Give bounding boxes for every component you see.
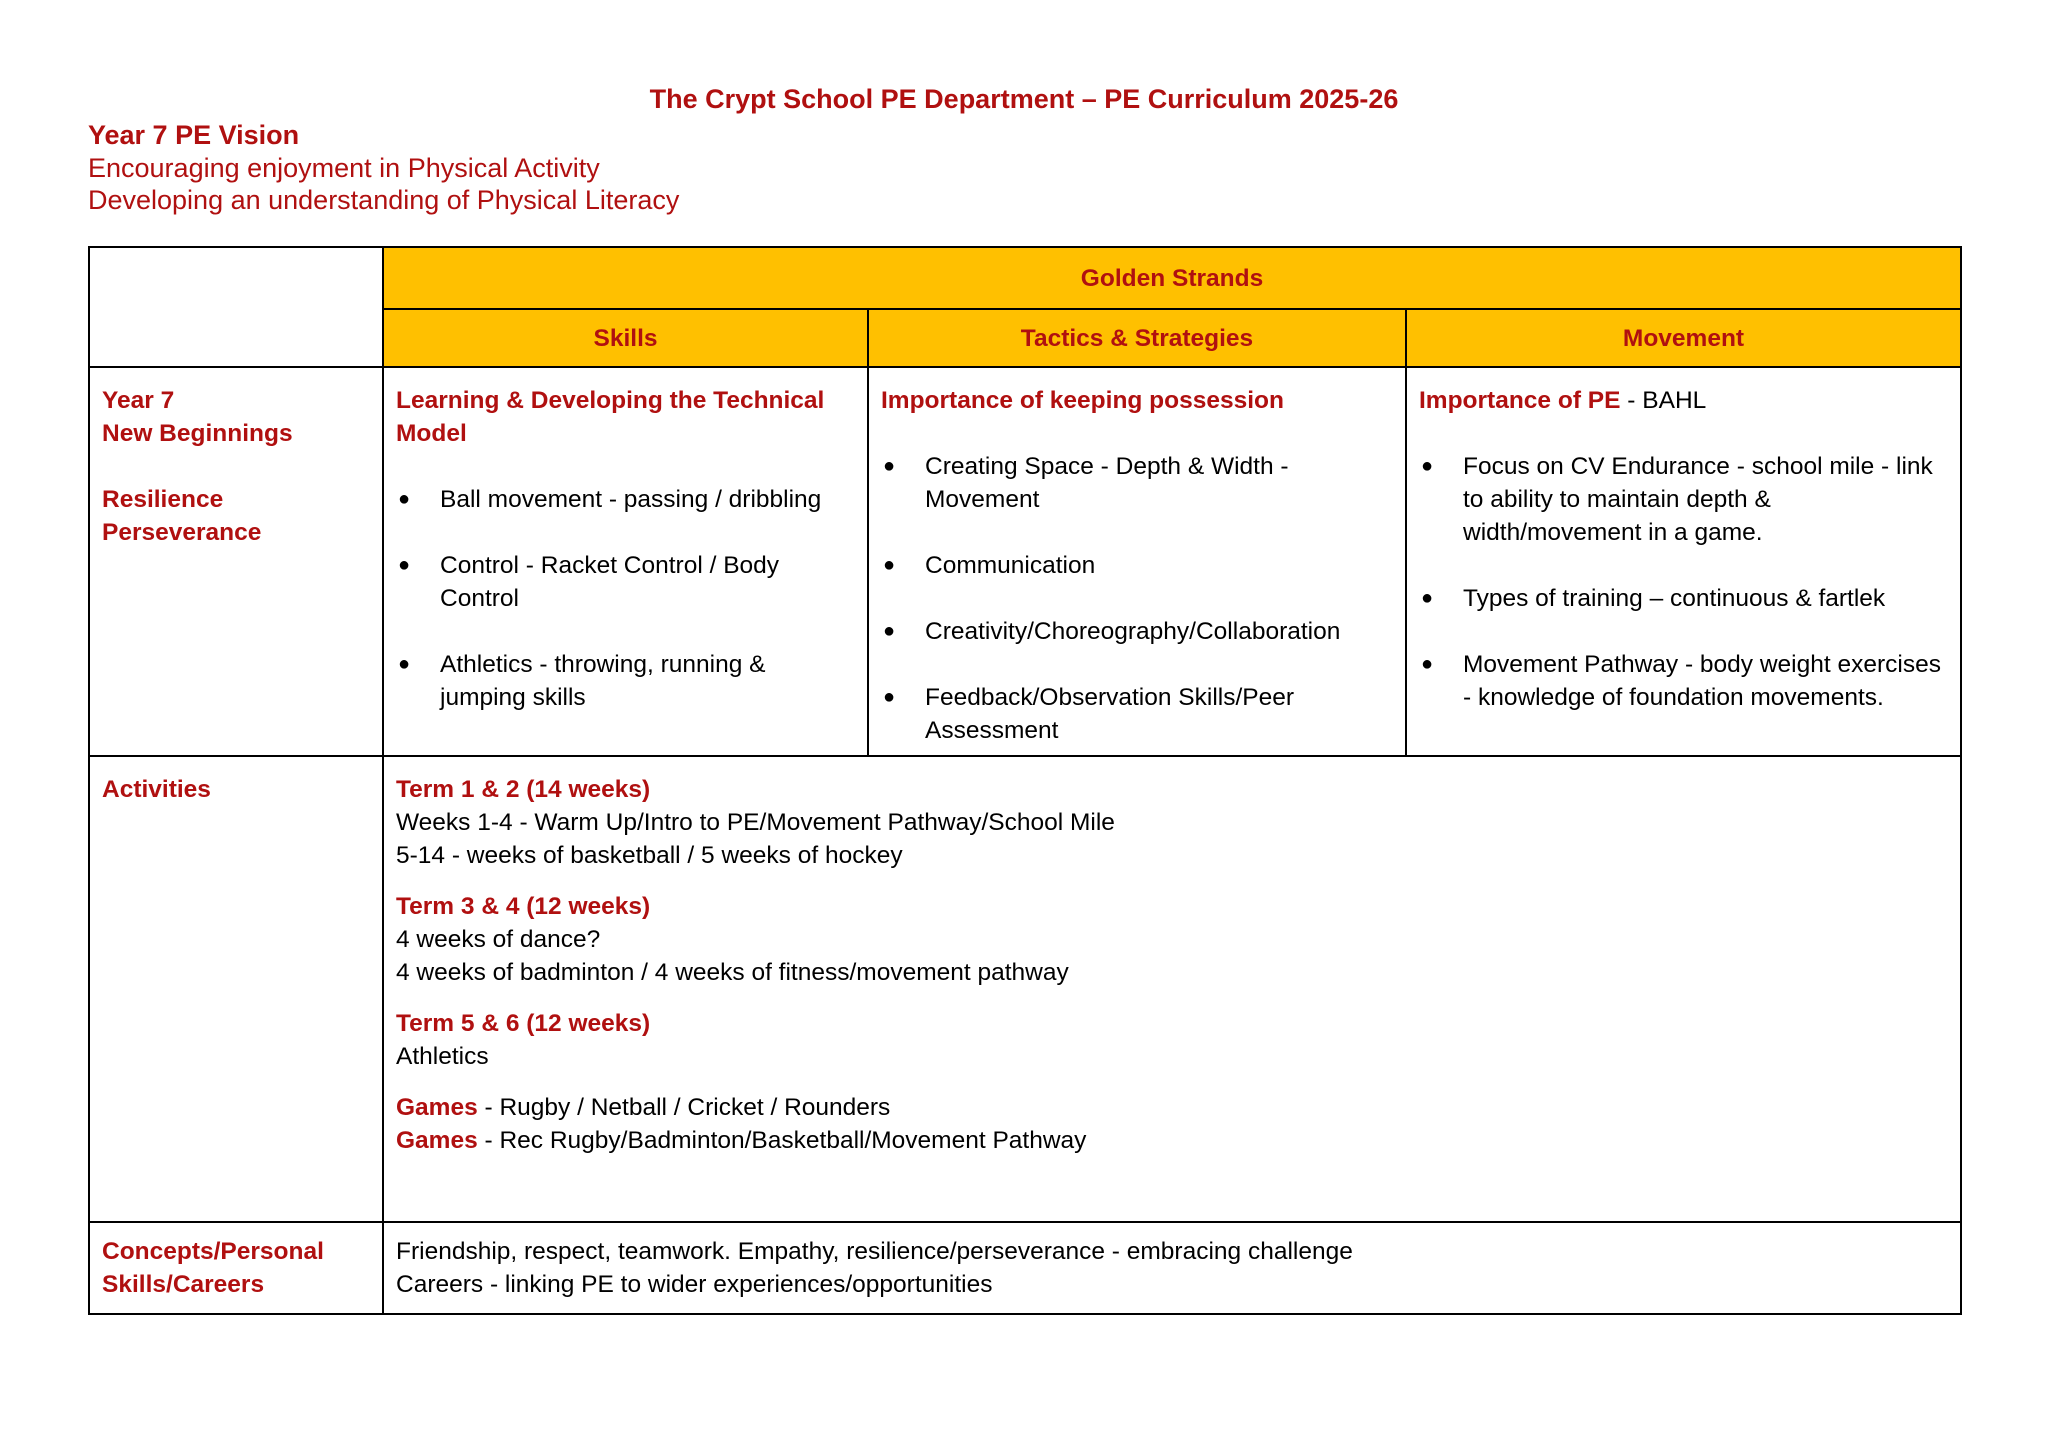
vision-heading: Year 7 PE Vision <box>88 120 300 150</box>
value-resilience: Resilience <box>102 486 224 513</box>
activities-label-cell <box>89 756 383 1222</box>
concepts-line-1: Friendship, respect, teamwork. Empathy, resilience/perseverance - embracing challenge <box>396 1238 1353 1265</box>
term-1-title: Term 1 & 2 (14 weeks) <box>396 776 651 803</box>
list-item: ● Creating Space - Depth & Width - Movement <box>881 450 1393 516</box>
skills-list <box>396 483 855 714</box>
concepts-line-2: Careers - linking PE to wider experiences/opportunities <box>396 1271 993 1298</box>
term-2-title: Term 3 & 4 (12 weeks) <box>396 893 651 920</box>
year-label: Year 7 <box>102 387 175 414</box>
activities-label: Activities <box>102 776 211 803</box>
term-1-line: 5-14 - weeks of basketball / 5 weeks of hockey <box>396 842 903 869</box>
column-header-skills: Skills <box>383 309 868 367</box>
term-2-line: 4 weeks of badminton / 4 weeks of fitness/movement pathway <box>396 959 1069 986</box>
term-3-line: Athletics <box>396 1043 489 1070</box>
tactics-cell <box>868 367 1406 756</box>
list-item: ● Ball movement - passing / dribbling <box>396 483 855 516</box>
term-1-block <box>396 773 1948 872</box>
bullet-icon: ● <box>883 686 896 708</box>
concepts-label-line-2: Skills/Careers <box>102 1271 265 1298</box>
year-label-cell <box>89 367 383 756</box>
list-item: ● Movement Pathway - body weight exercises - knowledge of foundation movements. <box>1419 648 1948 714</box>
movement-cell <box>1406 367 1961 756</box>
list-item: ● Types of training – continuous & fartlek <box>1419 582 1948 615</box>
skills-heading: Learning & Developing the Technical Model <box>396 387 825 447</box>
vision-line-2: Developing an understanding of Physical Literacy <box>88 185 680 215</box>
term-2-block <box>396 890 1948 989</box>
tactics-list <box>881 450 1393 747</box>
bullet-icon: ● <box>398 554 411 576</box>
vision-line-1: Encouraging enjoyment in Physical Activity <box>88 153 600 183</box>
column-header-tactics: Tactics & Strategies <box>868 309 1406 367</box>
year-theme: New Beginnings <box>102 420 293 447</box>
list-item: ● Control - Racket Control / Body Control <box>396 549 855 615</box>
corner-cell <box>89 247 383 367</box>
bullet-icon: ● <box>1421 587 1434 609</box>
list-item: ● Communication <box>881 549 1393 582</box>
bullet-icon: ● <box>1421 455 1434 477</box>
bullet-icon: ● <box>398 653 411 675</box>
list-item: ● Creativity/Choreography/Collaboration <box>881 615 1393 648</box>
bullet-icon: ● <box>398 488 411 510</box>
term-1-line: Weeks 1-4 - Warm Up/Intro to PE/Movement Pathway/School Mile <box>396 809 1115 836</box>
term-2-line: 4 weeks of dance? <box>396 926 601 953</box>
golden-strands-header: Golden Strands <box>383 247 1961 309</box>
concepts-label-line-1: Concepts/Personal <box>102 1238 324 1265</box>
concepts-label-cell <box>89 1222 383 1314</box>
list-item: ● Feedback/Observation Skills/Peer Assessment <box>881 681 1393 747</box>
value-perseverance: Perseverance <box>102 519 262 546</box>
term-3-title: Term 5 & 6 (12 weeks) <box>396 1010 651 1037</box>
skills-cell <box>383 367 868 756</box>
term-3-block <box>396 1007 1948 1073</box>
concepts-cell <box>383 1222 1961 1314</box>
games-block <box>396 1091 1948 1157</box>
bullet-icon: ● <box>883 620 896 642</box>
vision-block <box>88 118 679 216</box>
bullet-icon: ● <box>1421 653 1434 675</box>
column-header-movement: Movement <box>1406 309 1961 367</box>
list-item: ● Athletics - throwing, running & jumping skills <box>396 648 855 714</box>
list-item: ● Focus on CV Endurance - school mile - link to ability to maintain depth & width/movement in a game. <box>1419 450 1948 549</box>
activities-cell <box>383 756 1961 1222</box>
tactics-heading: Importance of keeping possession <box>881 387 1284 414</box>
games-line-1: Games - Rugby / Netball / Cricket / Rounders <box>396 1094 891 1121</box>
bullet-icon: ● <box>883 455 896 477</box>
page-title: The Crypt School PE Department – PE Curriculum 2025-26 <box>649 84 1399 114</box>
curriculum-table <box>88 246 1962 1315</box>
movement-heading: Importance of PE - BAHL <box>1419 387 1707 414</box>
movement-list <box>1419 450 1948 714</box>
bullet-icon: ● <box>883 554 896 576</box>
games-line-2: Games - Rec Rugby/Badminton/Basketball/Movement Pathway <box>396 1127 1087 1154</box>
